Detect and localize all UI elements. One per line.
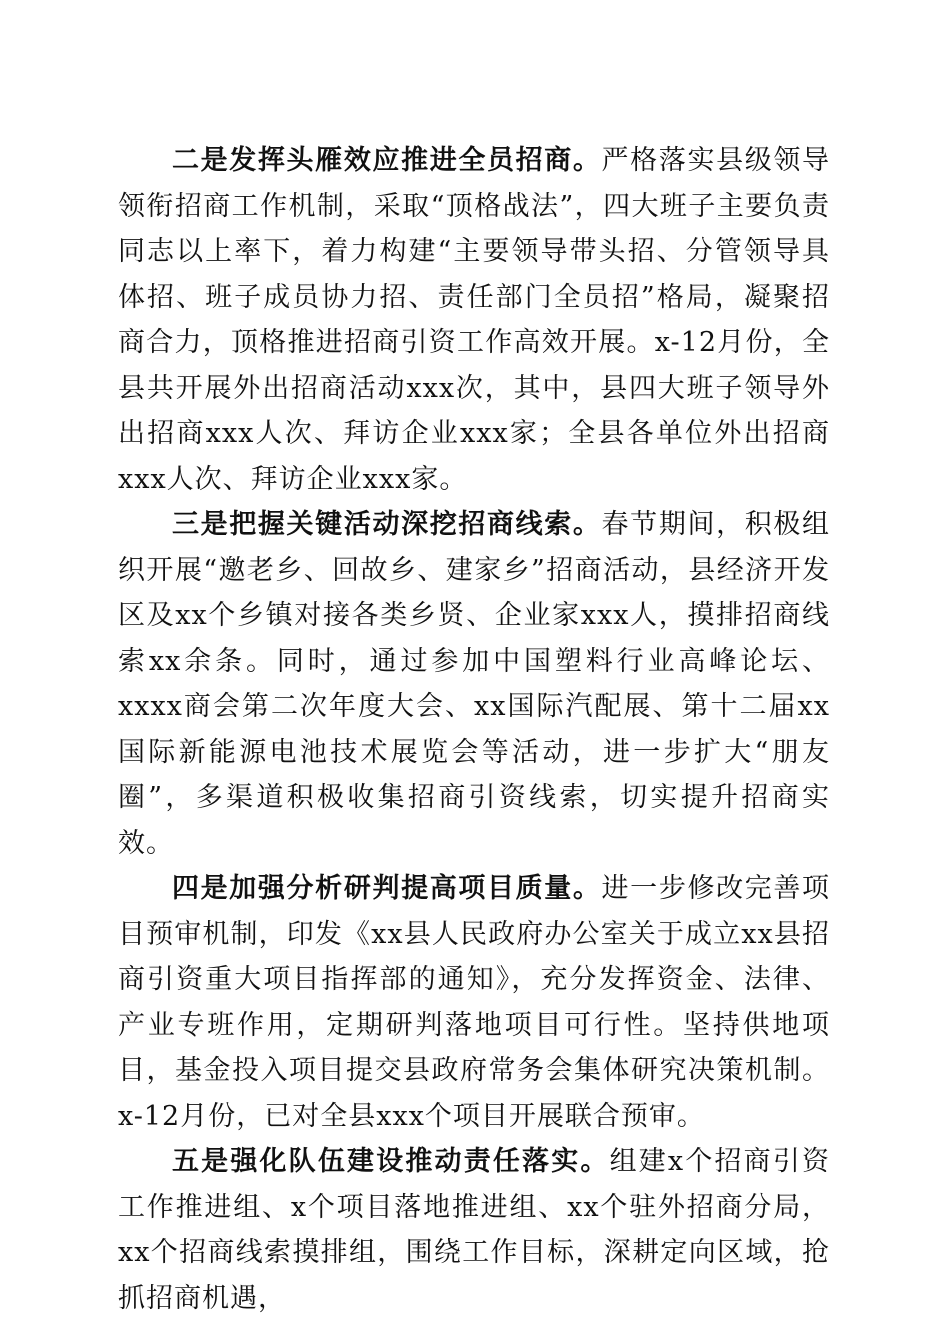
paragraph-heading: 五是强化队伍建设推动责任落实。 — [172, 1146, 610, 1177]
paragraph-4 — [118, 866, 830, 1139]
paragraph-5 — [118, 1139, 830, 1321]
document-body — [118, 138, 830, 1321]
paragraph-text: 严格落实县级领导领衔招商工作机制，采取“顶格战法”，四大班子主要负责同志以上率下，着力构建“主要领导带头招、分管领导具体招、班子成员协力招、责任部门全员招”格局，凝聚招商合力，顶格推进招商引资工作高效开展。x-12月份，全县共开展外出招商活动xxx次，其中，县四大班子领导外出招商xxx人次、拜访企业xxx家；全县各单位外出招商xxx人次、拜访企业xxx家。 — [118, 145, 831, 495]
paragraph-text: 组建x个招商引资工作推进组、x个项目落地推进组、xx个驻外招商分局，xx个招商线索摸排组，围绕工作目标，深耕定向区域，抢抓招商机遇， — [118, 1146, 831, 1314]
paragraph-2 — [118, 138, 830, 502]
paragraph-heading: 三是把握关键活动深挖招商线索。 — [172, 509, 602, 540]
paragraph-3 — [118, 502, 830, 866]
paragraph-text: 进一步修改完善项目预审机制，印发《xx县人民政府办公室关于成立xx县招商引资重大项目指挥部的通知》，充分发挥资金、法律、产业专班作用，定期研判落地项目可行性。坚持供地项目，基金投入项目提交县政府常务会集体研究决策机制。x-12月份，已对全县xxx个项目开展联合预审。 — [118, 873, 831, 1132]
paragraph-text: 春节期间，积极组织开展“邀老乡、回故乡、建家乡”招商活动，县经济开发区及xx个乡镇对接各类乡贤、企业家xxx人，摸排招商线索xx余条。同时，通过参加中国塑料行业高峰论坛、xxxx商会第二次年度大会、xx国际汽配展、第十二届xx国际新能源电池技术展览会等活动，进一步扩大“朋友圈”，多渠道积极收集招商引资线索，切实提升招商实效。 — [118, 509, 831, 859]
paragraph-heading: 二是发挥头雁效应推进全员招商。 — [172, 145, 602, 176]
paragraph-heading: 四是加强分析研判提高项目质量。 — [172, 873, 602, 904]
